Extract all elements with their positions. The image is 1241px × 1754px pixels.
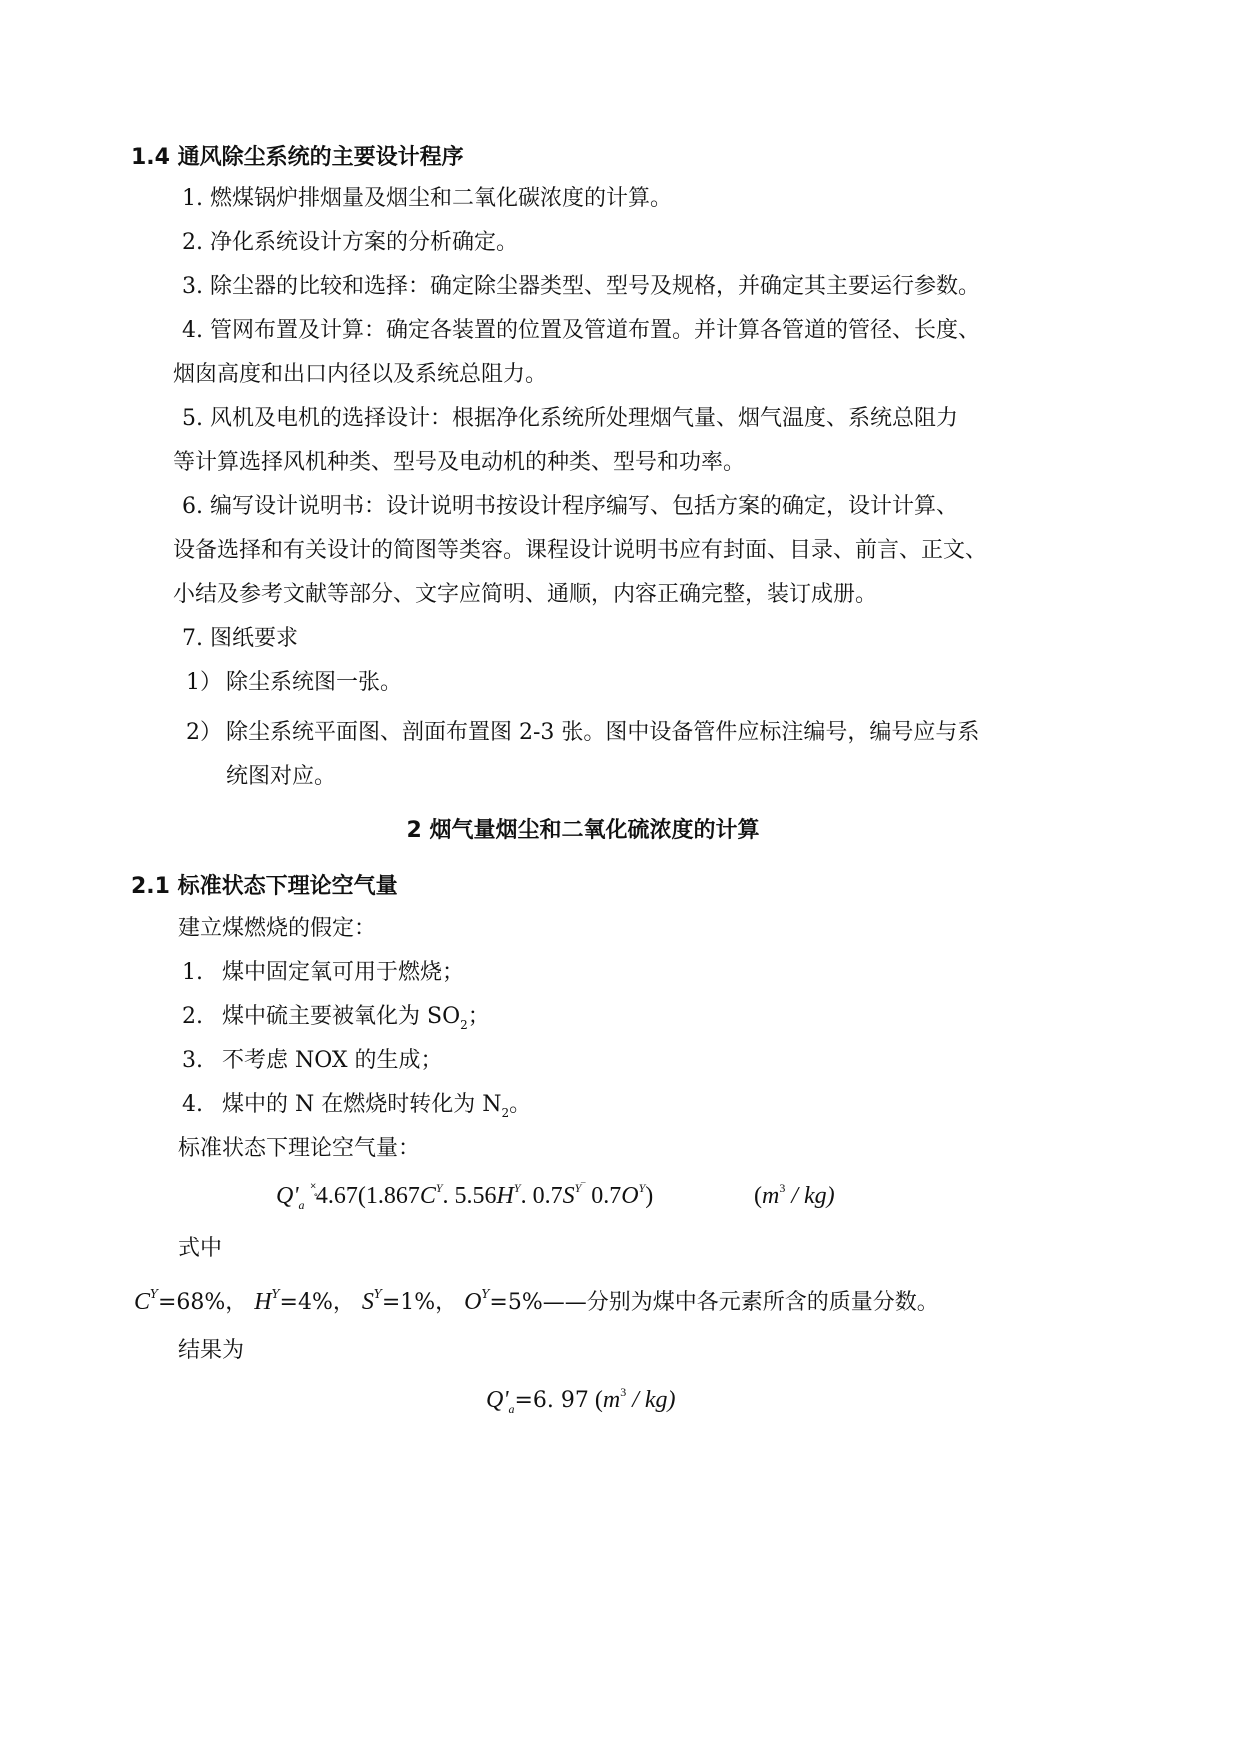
step-2: 2. 净化系统设计方案的分析确定。 [182,230,518,255]
assumption-2-number: 2. [182,1004,203,1029]
assumption-3-number: 3. [182,1048,203,1073]
sub-item-2-line-1: 除尘系统平面图、剖面布置图 2-3 张。图中设备管件应标注编号，编号应与系 [226,720,980,745]
theoretical-air-label: 标准状态下理论空气量： [178,1136,421,1161]
assumption-intro: 建立煤燃烧的假定： [178,916,377,941]
sub-item-1-number: 1） [186,670,222,695]
sub-item-2-line-2: 统图对应。 [226,764,337,789]
step-5-line-1: 5. 风机及电机的选择设计：根据净化系统所处理烟气量、烟气温度、系统总阻力 [182,406,958,431]
theoretical-air-equation: $Q'_a$ $^{˟̥}4.67(1.867C^Y$. $5.56H^Y$. $0.7S^{Y‾}$ $0.7O^Y$) [276,1181,654,1212]
step-7: 7. 图纸要求 [182,626,298,651]
assumption-1: 煤中固定氧可用于燃烧； [222,960,465,985]
result-label: 结果为 [178,1338,245,1363]
element-fractions: $C^Y=68\%$， $H^Y=4\%$， $S^Y=1\%$， $O^Y=5\%——$分别为煤中各元素所含的质量分数。 [134,1287,939,1315]
step-4-line-2: 烟囱高度和出口内径以及系统总阻力。 [173,362,548,387]
step-1: 1. 燃煤锅炉排烟量及烟尘和二氧化碳浓度的计算。 [182,186,672,211]
step-6-line-2: 设备选择和有关设计的简图等类容。课程设计说明书应有封面、目录、前言、正文、 [173,538,988,563]
theoretical-air-equation-unit: $(m^3 / kg)$ [754,1181,835,1209]
assumption-4-number: 4. [182,1092,203,1117]
sub-item-2-number: 2） [186,720,222,745]
assumption-4: 煤中的 N 在燃烧时转化为 $N_2$。 [222,1092,532,1120]
section-2-1-heading: 2.1 标准状态下理论空气量 [131,874,398,899]
step-4-line-1: 4. 管网布置及计算：确定各装置的位置及管道布置。并计算各管道的管径、长度、 [182,318,980,343]
step-6-line-1: 6. 编写设计说明书：设计说明书按设计程序编写、包括方案的确定，设计计算、 [182,494,958,519]
step-3: 3. 除尘器的比较和选择：确定除尘器类型、型号及规格，并确定其主要运行参数。 [182,274,980,299]
step-5-line-2: 等计算选择风机种类、型号及电动机的种类、型号和功率。 [173,450,746,475]
section-1-4-heading: 1.4 通风除尘系统的主要设计程序 [131,145,464,170]
assumption-3: 不考虑 NOX 的生成； [222,1048,443,1073]
step-6-line-3: 小结及参考文献等部分、文字应简明、通顺，内容正确完整，装订成册。 [173,582,878,607]
where-label: 式中 [178,1236,223,1261]
chapter-2-heading: 2 烟气量烟尘和二氧化硫浓度的计算 [406,818,760,843]
sub-item-1: 除尘系统图一张。 [226,670,403,695]
assumption-1-number: 1. [182,960,203,985]
assumption-2: 煤中硫主要被氧化为 $SO_2$； [222,1004,490,1032]
result-equation: $Q'_a=6$. 97 $(m^3 / kg)$ [486,1385,676,1416]
